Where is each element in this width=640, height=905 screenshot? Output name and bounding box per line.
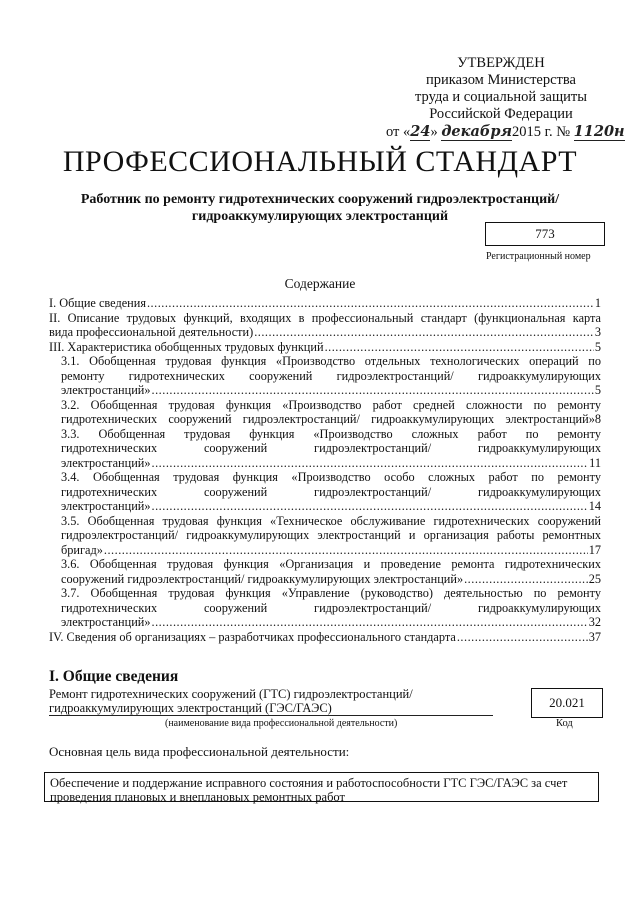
activity-line-1: Ремонт гидротехнических сооружений (ГТС) гидроэлектростанций/ — [49, 687, 413, 701]
toc-item-text: электростанций» — [61, 383, 151, 397]
toc-item-text: электростанций» — [61, 455, 151, 470]
approval-block — [386, 55, 625, 141]
toc-item-text: 3.5. Обобщенная трудовая функция «Техническое обслуживание гидротехнических сооружений — [61, 513, 601, 528]
activity-name — [49, 687, 499, 715]
toc-item-3-5[interactable] — [61, 514, 601, 558]
toc-item-page: 1 — [594, 296, 601, 310]
registration-caption: Регистрационный номер — [486, 251, 591, 262]
subtitle-line-1: Работник по ремонту гидротехнических сооружений гидроэлектростанций/ — [80, 192, 560, 207]
section-heading-general: I. Общие сведения — [49, 668, 179, 685]
toc-item-3-6[interactable] — [61, 557, 601, 586]
toc-item-text: 3.2. Обобщенная трудовая функция «Производство работ средней сложности по ремонту — [61, 397, 601, 412]
leader-dots — [254, 325, 594, 340]
toc-item-text: электростанций» — [61, 499, 151, 513]
activity-underline — [49, 715, 493, 716]
goal-box: Обеспечение и поддержание исправного состояния и работоспособности ГТС ГЭС/ГАЭС за счет проведения плановых и внеплановых ремонтных работ — [44, 772, 599, 802]
toc-item-text: электростанций» — [61, 615, 151, 629]
toc-item-3-2[interactable] — [61, 398, 601, 427]
toc-item-3-4[interactable] — [61, 470, 601, 514]
toc-item-text: гидроэлектростанций/ гидроаккумулирующих электростанций и организация работы ремонтных — [61, 528, 601, 542]
activity-caption: (наименование вида профессиональной деятельности) — [165, 718, 398, 729]
activity-code-box: 20.021 — [531, 688, 603, 718]
approval-heading: УТВЕРЖДЕН — [457, 55, 545, 71]
leader-dots — [325, 340, 594, 355]
leader-dots — [152, 499, 588, 514]
toc-item-3-7[interactable] — [61, 586, 601, 630]
toc-item-text: гидротехнических сооружений гидроэлектростанций/ гидроаккумулирующих — [61, 600, 601, 615]
toc-item-page: 14 — [588, 499, 601, 513]
activity-line-2: гидроаккумулирующих электростанций (ГЭС/ГАЭС) — [49, 701, 332, 715]
order-prefix: от « — [386, 124, 411, 140]
toc-item-text: гидротехнических сооружений гидроэлектростанций/ гидроаккумулирующих электростанций»8 — [61, 412, 601, 426]
standard-subtitle — [40, 191, 600, 225]
leader-dots — [147, 296, 594, 311]
leader-dots — [457, 630, 588, 645]
toc-item-text: гидротехнических сооружений гидроэлектростанций/ гидроаккумулирующих — [61, 484, 601, 499]
toc-item-text: I. Общие сведения — [49, 296, 146, 310]
toc-item-page: 25 — [588, 571, 601, 586]
goal-label: Основная цель вида профессиональной деятельности: — [49, 744, 350, 759]
toc-item-page: 32 — [588, 615, 601, 629]
toc-item-section-2[interactable] — [49, 311, 601, 340]
table-of-contents — [49, 296, 601, 644]
leader-dots — [464, 572, 588, 587]
toc-item-text: 3.3. Обобщенная трудовая функция «Производство сложных работ по ремонту — [61, 426, 601, 441]
subtitle-line-2: гидроаккумулирующих электростанций — [191, 209, 449, 224]
document-title: ПРОФЕССИОНАЛЬНЫЙ СТАНДАРТ — [62, 145, 578, 178]
toc-item-text: 3.4. Обобщенная трудовая функция «Производство особо сложных работ по ремонту — [61, 470, 601, 484]
toc-item-page: 11 — [589, 455, 601, 470]
order-day: 24 — [410, 123, 431, 140]
toc-item-section-3[interactable] — [49, 340, 601, 355]
toc-item-page: 5 — [594, 339, 601, 354]
toc-item-3-3[interactable] — [61, 427, 601, 471]
toc-item-text: ремонту гидротехнических сооружений гидроэлектростанций/ гидроаккумулирующих — [61, 368, 601, 383]
contents-title: Содержание — [284, 276, 356, 291]
toc-item-text: 3.6. Обобщенная трудовая функция «Организация и проведение ремонта гидротехнических — [61, 557, 601, 571]
leader-dots — [152, 383, 594, 398]
toc-item-text: 3.7. Обобщенная трудовая функция «Управление (руководство) деятельностью по ремонту — [61, 586, 601, 600]
toc-item-text: гидротехнических сооружений гидроэлектростанций/ гидроаккумулирующих — [61, 441, 601, 455]
toc-item-section-1[interactable] — [49, 296, 601, 311]
order-number: 1120н — [573, 123, 625, 140]
toc-item-text: 3.1. Обобщенная трудовая функция «Производство отдельных технологических операций по — [61, 354, 601, 368]
code-caption: Код — [556, 718, 573, 729]
order-mid: » — [430, 124, 442, 140]
toc-item-text: III. Характеристика обобщенных трудовых функций — [49, 339, 324, 354]
toc-item-text: вида профессиональной деятельности) — [49, 325, 254, 339]
toc-item-page: 3 — [594, 325, 601, 339]
leader-dots — [152, 615, 588, 630]
toc-item-page: 5 — [594, 383, 601, 397]
leader-dots — [152, 456, 589, 471]
order-year: 2015 г. № — [512, 124, 571, 140]
approval-line-1: приказом Министерства — [426, 72, 576, 88]
toc-item-text: II. Описание трудовых функций, входящих в профессиональный стандарт (функциональная карта — [49, 310, 601, 325]
order-month: декабря — [441, 123, 513, 140]
toc-item-section-4[interactable] — [49, 630, 601, 645]
toc-item-page: 17 — [588, 542, 601, 557]
order-line — [386, 123, 625, 141]
approval-line-2: труда и социальной защиты — [415, 89, 587, 105]
approval-line-3: Российской Федерации — [429, 106, 573, 122]
toc-item-3-1[interactable] — [61, 354, 601, 398]
toc-item-page: 37 — [588, 629, 601, 644]
leader-dots — [104, 543, 588, 558]
toc-item-text: сооружений гидроэлектростанций/ гидроаккумулирующих электростанций» — [61, 571, 464, 586]
toc-item-text: бригад» — [61, 542, 103, 557]
registration-number-box: 773 — [485, 222, 605, 246]
toc-item-text: IV. Сведения об организациях – разработчиках профессионального стандарта — [49, 629, 456, 644]
